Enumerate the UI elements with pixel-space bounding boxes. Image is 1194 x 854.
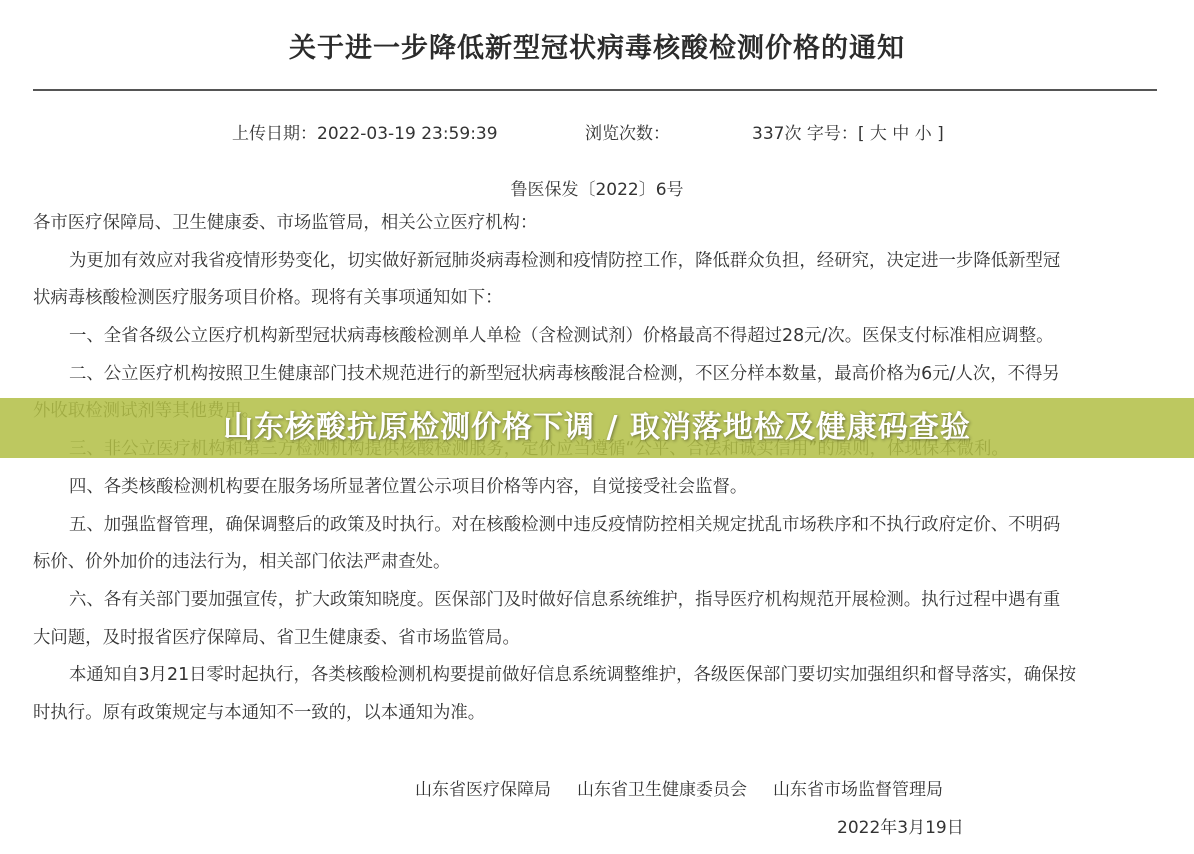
views-and-font-row [752, 119, 944, 144]
body-line: 大问题，及时报省医疗保障局、省卫生健康委、省市场监管局。 [33, 627, 520, 648]
headline-banner [0, 398, 1194, 458]
title-divider [33, 89, 1157, 91]
upload-date-row [232, 119, 498, 144]
signing-organizations [415, 775, 969, 800]
font-size-selector[interactable]: [ 大 中 小 ] [857, 124, 944, 144]
upload-date-value: 2022-03-19 23:59:39 [317, 124, 498, 144]
signer-health-commission: 山东省卫生健康委员会 [577, 780, 747, 800]
signer-market-regulation-bureau: 山东省市场监督管理局 [773, 780, 943, 800]
body-line: 为更加有效应对我省疫情形势变化，切实做好新冠肺炎病毒检测和疫情防控工作，降低群众负担，经研究，决定进一步降低新型冠 [69, 250, 1061, 271]
body-line: 六、各有关部门要加强宣传，扩大政策知晓度。医保部门及时做好信息系统维护，指导医疗机构规范开展检测。执行过程中遇有重 [69, 589, 1061, 610]
document-title: 关于进一步降低新型冠状病毒核酸检测价格的通知 [289, 33, 905, 64]
body-line: 各市医疗保障局、卫生健康委、市场监管局，相关公立医疗机构： [33, 213, 538, 233]
body-line: 状病毒核酸检测医疗服务项目价格。现将有关事项通知如下： [33, 288, 503, 309]
body-line: 标价、价外加价的违法行为，相关部门依法严肃查处。 [33, 552, 451, 573]
body-line: 二、公立医疗机构按照卫生健康部门技术规范进行的新型冠状病毒核酸混合检测，不区分样本数量，最高价格为6元/人次，不得另 [69, 363, 1060, 384]
upload-date-label: 上传日期： [232, 124, 317, 144]
font-size-label: 字号： [806, 124, 858, 144]
signing-date: 2022年3月19日 [837, 818, 964, 838]
body-line: 本通知自3月21日零时起执行，各类核酸检测机构要提前做好信息系统调整维护，各级医保部门要切实加强组织和督导落实，确保按 [69, 665, 1077, 686]
views-value: 337次 [752, 124, 802, 144]
body-line: 五、加强监督管理，确保调整后的政策及时执行。对在核酸检测中违反疫情防控相关规定扰乱市场秩序和不执行政府定价、不明码 [69, 514, 1061, 535]
body-line: 四、各类核酸检测机构要在服务场所显著位置公示项目价格等内容，自觉接受社会监督。 [69, 476, 748, 497]
body-line: 一、全省各级公立医疗机构新型冠状病毒核酸检测单人单检（含检测试剂）价格最高不得超过28元/次。医保支付标准相应调整。 [69, 326, 1054, 347]
signer-medical-security-bureau: 山东省医疗保障局 [415, 780, 551, 800]
views-label: 浏览次数： [585, 124, 670, 144]
headline-banner-text: 山东核酸抗原检测价格下调 / 取消落地检及健康码查验 [223, 410, 971, 445]
body-line: 时执行。原有政策规定与本通知不一致的，以本通知为准。 [33, 702, 486, 723]
document-number: 鲁医保发〔2022〕6号 [510, 180, 684, 200]
document-body [33, 205, 1157, 733]
